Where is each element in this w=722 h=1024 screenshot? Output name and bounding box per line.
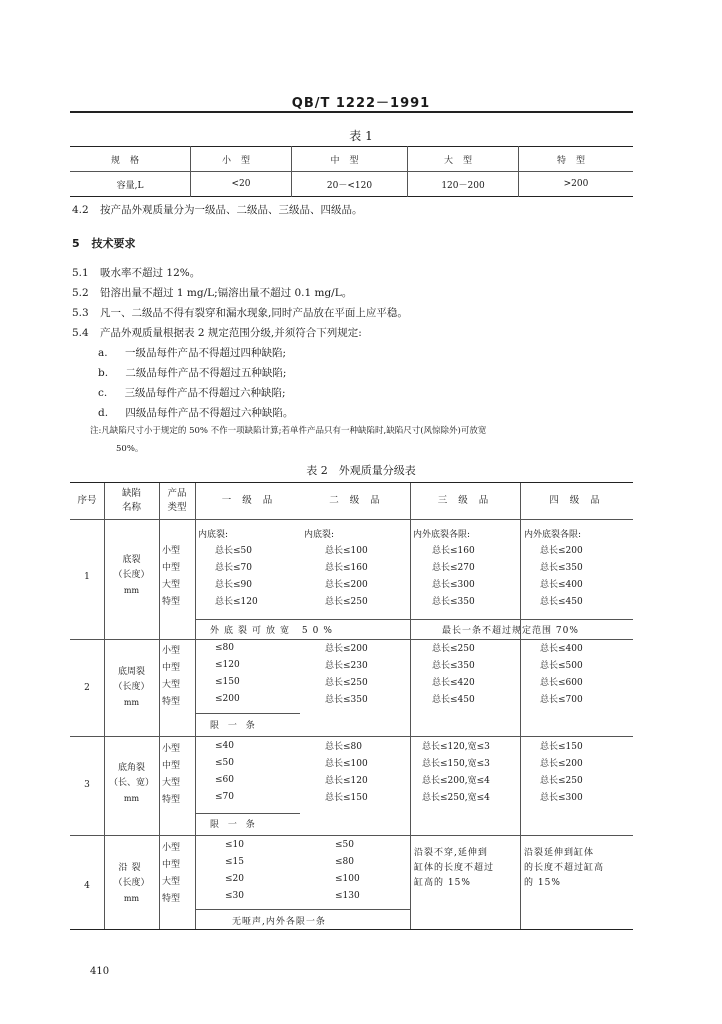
- row4-g1-value: ≤30: [225, 891, 244, 901]
- row3-g2-value: 总长≤150: [325, 793, 368, 803]
- table1-cell: 20－<120: [292, 172, 408, 197]
- defect-name-line: （长度）: [113, 682, 150, 692]
- list-text: 一级品每件产品不得超过四种缺陷;: [124, 347, 286, 359]
- type-label: 中型: [162, 563, 181, 573]
- clause-5-3: [72, 305, 408, 320]
- row3-g3-value: 总长≤250,宽≤4: [422, 793, 490, 803]
- row2-g4-value: 总长≤700: [540, 695, 583, 705]
- row1-g4-value: 总长≤200: [540, 546, 583, 556]
- row4-g1-value: ≤10: [225, 840, 244, 850]
- row2-g3-value: 总长≤450: [432, 695, 475, 705]
- row1-defect-name: [104, 553, 159, 598]
- type-label: 小型: [162, 646, 181, 656]
- table2-sub-rule: [195, 619, 633, 620]
- defect-name-line: mm: [123, 586, 140, 595]
- table1-row: [70, 172, 633, 197]
- row1-g3-label: 内外底裂各限:: [413, 530, 471, 540]
- row2-seq: 2: [84, 683, 90, 693]
- list-item: [98, 365, 286, 380]
- row2-defect-name: [104, 665, 159, 710]
- table1-cell: >200: [519, 172, 634, 197]
- table2-row-rule: [70, 835, 633, 836]
- section-title: 技术要求: [91, 237, 136, 250]
- row3-g3-value: 总长≤150,宽≤3: [422, 759, 490, 769]
- table2-header-rule: [70, 519, 633, 520]
- header-seq: 序号: [77, 495, 97, 506]
- header-defect-line: 缺陷: [121, 488, 141, 499]
- clause-text: 凡一、二级品不得有裂穿和漏水现象,同时产品放在平面上应平稳。: [100, 307, 408, 319]
- row3-seq: 3: [84, 780, 90, 790]
- row4-g2-value: ≤80: [335, 857, 354, 867]
- row4-g1-value: ≤20: [225, 874, 244, 884]
- table1-col-large: 大型: [408, 147, 519, 172]
- row2-g2-value: 总长≤230: [325, 661, 368, 671]
- table2-vline: [159, 483, 160, 929]
- g4-text-line: 的长度不超过缸高: [524, 863, 605, 873]
- type-label: 中型: [162, 860, 181, 870]
- table2-vline: [410, 483, 411, 929]
- clause-5-1: [72, 265, 200, 280]
- defect-name-line: mm: [123, 894, 140, 903]
- table1-cell: 容量,L: [116, 180, 144, 191]
- type-label: 小型: [162, 843, 181, 853]
- row2-g1-value: ≤150: [215, 677, 240, 687]
- header-defect-line: 名称: [121, 502, 141, 513]
- table1: [70, 146, 633, 197]
- row3-g2-value: 总长≤100: [325, 759, 368, 769]
- row2-g2-value: 总长≤200: [325, 644, 368, 654]
- list-text: 三级品每件产品不得超过六种缺陷;: [124, 387, 286, 399]
- clause-text: 铅溶出量不超过 1 mg/L;镉溶出量不超过 0.1 mg/L。: [100, 287, 353, 299]
- row2-g1-value: ≤120: [215, 660, 240, 670]
- type-label: 大型: [162, 680, 181, 690]
- row1-g2-value: 总长≤250: [325, 597, 368, 607]
- clause-text: 产品外观质量根据表 2 规定范围分级,并须符合下列规定:: [100, 327, 362, 339]
- row1-g1-value: 总长≤90: [215, 580, 252, 590]
- list-mark: c.: [98, 387, 108, 399]
- row2-g3-value: 总长≤420: [432, 678, 475, 688]
- row1-g4-value: 总长≤400: [540, 580, 583, 590]
- table2-sub-rule: [195, 813, 300, 814]
- row3-g3-value: 总长≤120,宽≤3: [422, 742, 490, 752]
- type-label: 中型: [162, 663, 181, 673]
- clause-5-2: [72, 285, 352, 300]
- table2-row-rule: [70, 639, 633, 640]
- type-label: 特型: [162, 795, 181, 805]
- row4-g2-value: ≤50: [335, 840, 354, 850]
- note-line-2: 50%。: [116, 444, 144, 454]
- page-number: 410: [90, 966, 110, 977]
- row3-g1-value: ≤50: [215, 758, 234, 768]
- list-text: 四级品每件产品不得超过六种缺陷。: [125, 407, 294, 419]
- table1-col-medium: 中型: [292, 147, 408, 172]
- row1-g4-value: 总长≤350: [540, 563, 583, 573]
- table1-caption: 表 1: [349, 129, 373, 143]
- g4-text-line: 沿裂延伸到缸体: [524, 848, 595, 858]
- list-item: [98, 385, 286, 400]
- row2-g1-value: ≤80: [215, 643, 234, 653]
- row1-g2-label: 内底裂:: [304, 530, 335, 540]
- row3-g1-value: ≤40: [215, 741, 234, 751]
- row3-g1-value: ≤60: [215, 775, 234, 785]
- type-label: 中型: [162, 761, 181, 771]
- row3-g4-value: 总长≤200: [540, 759, 583, 769]
- note-line-1: 注:凡缺陷尺寸小于规定的 50% 不作一项缺陷计算;若单件产品只有一种缺陷时,缺陷尺寸(风惊除外)可放宽: [90, 426, 487, 436]
- list-item: [98, 345, 286, 360]
- row4-g1-value: ≤15: [225, 857, 244, 867]
- type-label: 特型: [162, 697, 181, 707]
- row3-defect-name: [104, 761, 159, 806]
- row2-g3-value: 总长≤350: [432, 661, 475, 671]
- clause-text: 按产品外观质量分为一级品、二级品、三级品、四级品。: [100, 204, 363, 216]
- defect-name-line: （长度）: [113, 570, 150, 580]
- table1-cell: 120－200: [408, 172, 519, 197]
- row2-g2-value: 总长≤250: [325, 678, 368, 688]
- type-label: 大型: [162, 877, 181, 887]
- row1-g1-value: 总长≤70: [215, 563, 252, 573]
- row2-g4-value: 总长≤500: [540, 661, 583, 671]
- table1-cell: <20: [191, 172, 292, 197]
- section-number: 5: [72, 237, 80, 250]
- defect-name-line: mm: [123, 794, 140, 803]
- row1-g4-value: 总长≤450: [540, 597, 583, 607]
- g3-text-line: 沿裂不穿,延伸到: [414, 848, 488, 858]
- clause-5-4: [72, 325, 362, 340]
- g4-text-line: 的 15%: [524, 878, 561, 888]
- table2-row-rule: [70, 736, 633, 737]
- table2-vline: [520, 483, 521, 929]
- row4-g3-text: [414, 846, 494, 891]
- clause-number: 5.4: [72, 327, 89, 339]
- header-type-line: 产品: [167, 488, 187, 499]
- row2-g4-value: 总长≤400: [540, 644, 583, 654]
- row3-g4-value: 总长≤150: [540, 742, 583, 752]
- type-label: 特型: [162, 597, 181, 607]
- row1-g2-value: 总长≤160: [325, 563, 368, 573]
- table1-col-small: 小型: [191, 147, 292, 172]
- row4-defect-name: [104, 861, 159, 906]
- row3-merged-g1: 限 一 条: [210, 820, 258, 830]
- clause-number: 5.1: [72, 267, 89, 279]
- type-label: 小型: [162, 744, 181, 754]
- clause-4-2: [72, 202, 363, 217]
- clause-text: 吸水率不超过 12%。: [100, 267, 201, 279]
- row3-g4-value: 总长≤300: [540, 793, 583, 803]
- row2-g1-value: ≤200: [215, 694, 240, 704]
- list-mark: b.: [98, 367, 109, 379]
- header-grade-3: 三 级 品: [437, 495, 493, 506]
- row3-g4-value: 总长≤250: [540, 776, 583, 786]
- type-label: 小型: [162, 546, 181, 556]
- type-label: 大型: [162, 778, 181, 788]
- row1-merged-g12: 外底裂可放宽 50%: [210, 626, 337, 636]
- defect-name-line: 沿裂: [118, 863, 145, 873]
- header-grade-4: 四 级 品: [549, 495, 604, 506]
- header-defect: [104, 487, 159, 515]
- header-grade-1: 一 级 品: [221, 495, 277, 506]
- row3-g2-value: 总长≤120: [325, 776, 368, 786]
- row3-g2-value: 总长≤80: [325, 742, 362, 752]
- table2-sub-rule: [195, 909, 410, 910]
- defect-name-line: （长、宽）: [108, 778, 154, 788]
- list-mark: d.: [98, 407, 109, 419]
- row1-g4-label: 内外底裂各限:: [524, 530, 582, 540]
- row2-g4-value: 总长≤600: [540, 678, 583, 688]
- type-label: 特型: [162, 894, 181, 904]
- row1-g3-value: 总长≤300: [432, 580, 475, 590]
- row2-g2-value: 总长≤350: [325, 695, 368, 705]
- standard-number: QB/T 1222－1991: [291, 96, 431, 111]
- row1-seq: 1: [84, 572, 90, 582]
- table2-sub-rule: [195, 713, 300, 714]
- header-rule: [70, 111, 633, 113]
- row1-merged-g34: 最长一条不超过规定范围 70%: [442, 626, 579, 636]
- clause-number: 5.2: [72, 287, 89, 299]
- row1-g1-label: 内底裂:: [198, 530, 229, 540]
- defect-name-line: 底角裂: [117, 763, 145, 773]
- row1-g1-value: 总长≤50: [215, 546, 252, 556]
- row1-g2-value: 总长≤200: [325, 580, 368, 590]
- row2-merged-g1: 限 一 条: [210, 721, 258, 731]
- row4-seq: 4: [84, 881, 90, 891]
- clause-number: 4.2: [72, 204, 89, 216]
- g3-text-line: 缸高的 15%: [414, 878, 471, 888]
- defect-name-line: 底周裂: [117, 667, 145, 677]
- table2-caption: 表 2 外观质量分级表: [306, 464, 416, 477]
- list-text: 二级品每件产品不得超过五种缺陷;: [125, 367, 287, 379]
- defect-name-line: （长度）: [113, 878, 150, 888]
- table2: [70, 482, 633, 930]
- header-type: [159, 487, 195, 515]
- list-item: [98, 405, 293, 420]
- row4-g2-value: ≤100: [335, 874, 360, 884]
- row1-g2-value: 总长≤100: [325, 546, 368, 556]
- header-type-line: 类型: [167, 502, 187, 513]
- row1-g3-value: 总长≤270: [432, 563, 475, 573]
- row1-g3-value: 总长≤160: [432, 546, 475, 556]
- section-5-heading: [72, 235, 136, 251]
- header-grade-2: 二 级 品: [329, 495, 384, 506]
- type-label: 大型: [162, 580, 181, 590]
- table2-vline: [195, 483, 196, 929]
- g3-text-line: 缸体的长度不超过: [414, 863, 495, 873]
- row3-g3-value: 总长≤200,宽≤4: [422, 776, 490, 786]
- row4-g4-text: [524, 846, 604, 891]
- row1-g3-value: 总长≤350: [432, 597, 475, 607]
- row4-g2-value: ≤130: [335, 891, 360, 901]
- row3-g1-value: ≤70: [215, 792, 234, 802]
- defect-name-line: 底裂: [122, 555, 141, 565]
- row1-g1-value: 总长≤120: [215, 597, 258, 607]
- list-mark: a.: [98, 347, 108, 359]
- table1-col-spec: 规格: [70, 147, 191, 172]
- defect-name-line: mm: [123, 698, 140, 707]
- table1-col-special: 特型: [519, 147, 634, 172]
- clause-number: 5.3: [72, 307, 89, 319]
- row2-g3-value: 总长≤250: [432, 644, 475, 654]
- row4-merged-g12: 无哑声,内外各限一条: [232, 917, 326, 927]
- table1-header-row: [70, 147, 633, 172]
